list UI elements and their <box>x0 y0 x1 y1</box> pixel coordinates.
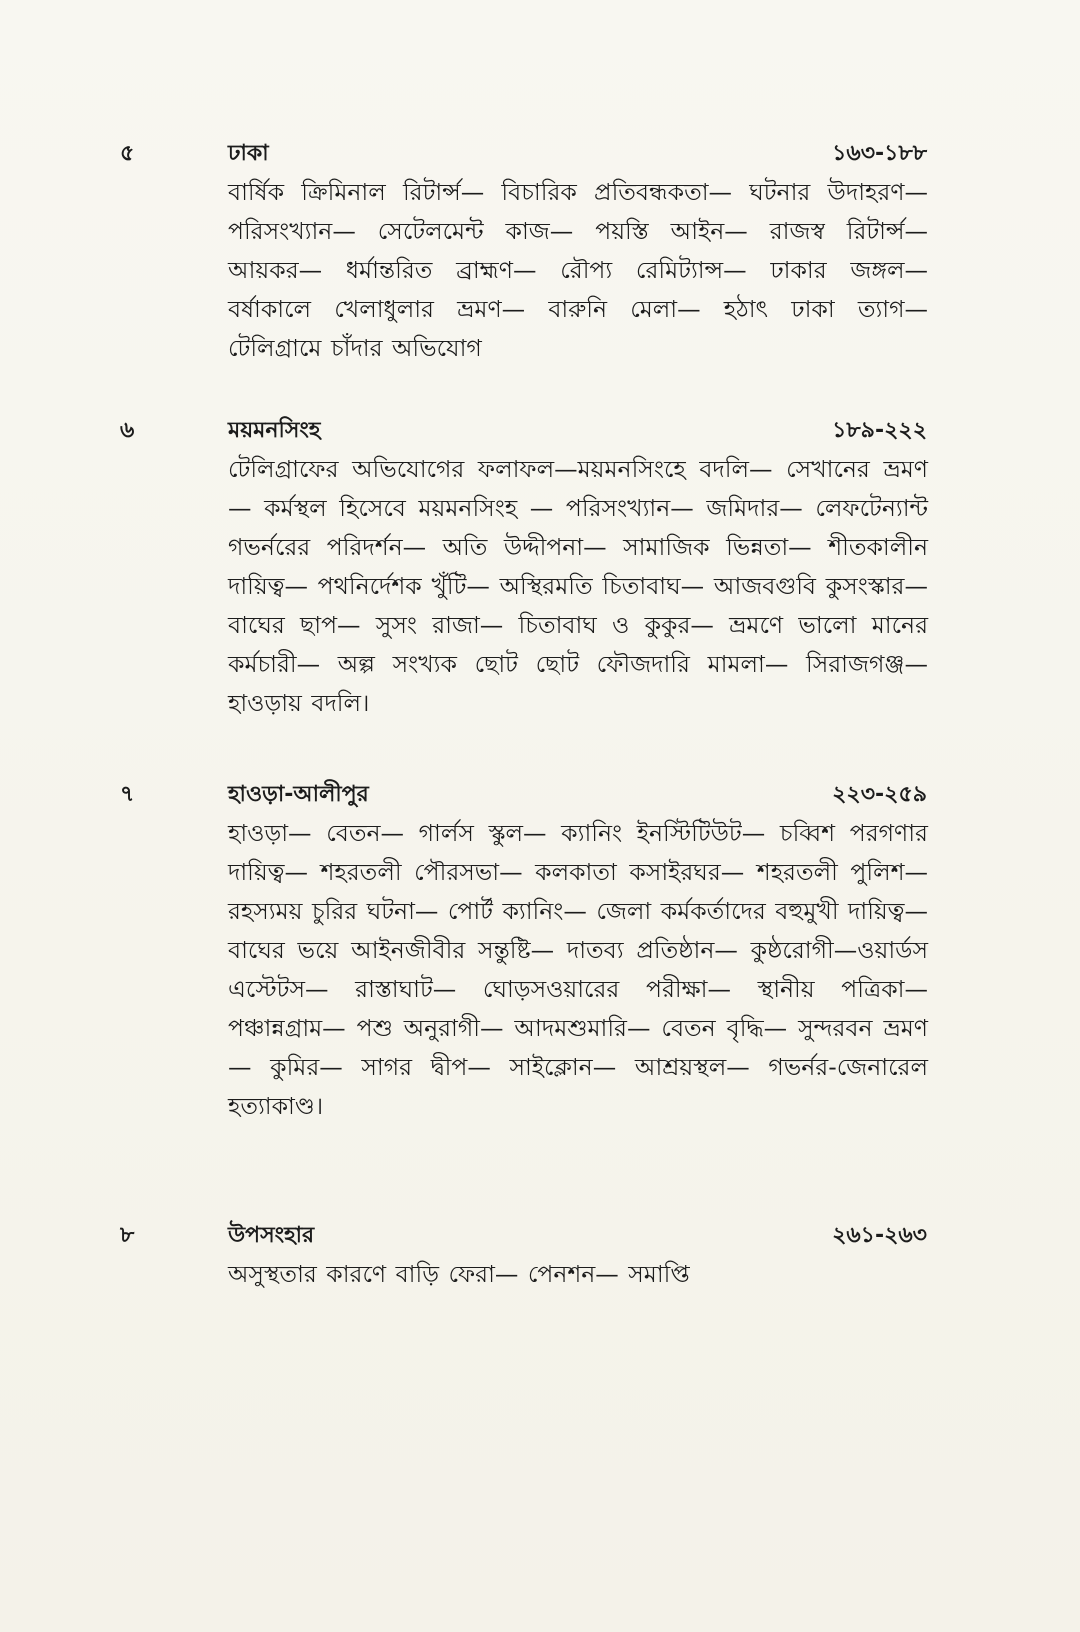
chapter-number: ৫ <box>120 141 135 166</box>
chapter-title: ঢাকা <box>228 141 269 166</box>
chapter-topics: অসুস্থতার কারণে বাড়ি ফেরা— পেনশন— সমাপ্তি <box>228 1260 690 1288</box>
chapter-page-range: ১৬৩-১৮৮ <box>832 141 927 166</box>
chapter-page-range: ১৮৯-২২২ <box>832 418 927 443</box>
chapter-page-range: ২২৩-২৫৯ <box>832 782 927 807</box>
chapter-page-range: ২৬১-২৬৩ <box>832 1223 927 1248</box>
chapter-title: ময়মনসিংহ <box>228 418 321 443</box>
chapter-title: হাওড়া-আলীপুর <box>228 782 369 807</box>
chapter-number: ৭ <box>120 782 135 807</box>
chapter-topics: হাওড়া— বেতন— গার্লস স্কুল— ক্যানিং ইনস্টিটিউট— চব্বিশ পরগণার দায়িত্ব— শহরতলী পৌরসভা— কলকাতা কসাইরঘর— শহরতলী পুলিশ— রহস্যময় চুরির ঘটনা— পোর্ট ক্যানিং— জেলা কর্মকর্তাদের বহুমুখী দায়িত্ব— বাঘের ভয়ে আইনজীবীর সন্তুষ্টি— দাতব্য প্রতিষ্ঠান— কুষ্ঠরোগী—ওয়ার্ডস এস্টেটস— রাস্তাঘাট— ঘোড়সওয়ারের পরীক্ষা— স্থানীয় পত্রিকা— পঞ্চান্নগ্রাম— পশু অনুরাগী— আদমশুমারি— বেতন বৃদ্ধি— সুন্দরবন ভ্রমণ— কুমির— সাগর দ্বীপ— সাইক্লোন— আশ্রয়স্থল— গভর্নর-জেনারেল হত্যাকাণ্ড। <box>228 819 928 1120</box>
chapter-topics: বার্ষিক ক্রিমিনাল রিটার্ন্স— বিচারিক প্রতিবন্ধকতা— ঘটনার উদাহরণ— পরিসংখ্যান— সেটেলমেন্ট কাজ— পয়স্তি আইন— রাজস্ব রিটার্ন্স— আয়কর— ধর্মান্তরিত ব্রাহ্মণ— রৌপ্য রেমিট্যান্স— ঢাকার জঙ্গল— বর্ষাকালে খেলাধুলার ভ্রমণ— বারুনি মেলা— হঠাৎ ঢাকা ত্যাগ— টেলিগ্রামে চাঁদার অভিযোগ <box>228 178 928 362</box>
chapter-number: ৬ <box>120 418 135 443</box>
chapter-topics: টেলিগ্রাফের অভিযোগের ফলাফল—ময়মনসিংহে বদলি— সেখানের ভ্রমণ— কর্মস্থল হিসেবে ময়মনসিংহ — পরিসংখ্যান— জমিদার— লেফটেন্যান্ট গভর্নরের পরিদর্শন— অতি উদ্দীপনা— সামাজিক ভিন্নতা— শীতকালীন দায়িত্ব— পথনির্দেশক খুঁটি— অস্থিরমতি চিতাবাঘ— আজবগুবি কুসংস্কার— বাঘের ছাপ— সুসং রাজা— চিতাবাঘ ও কুকুর— ভ্রমণে ভালো মানের কর্মচারী— অল্প সংখ্যক ছোট ছোট ফৌজদারি মামলা— সিরাজগঞ্জ— হাওড়ায় বদলি। <box>228 455 928 717</box>
chapter-title: উপসংহার <box>228 1223 315 1248</box>
chapter-number: ৮ <box>120 1223 135 1248</box>
